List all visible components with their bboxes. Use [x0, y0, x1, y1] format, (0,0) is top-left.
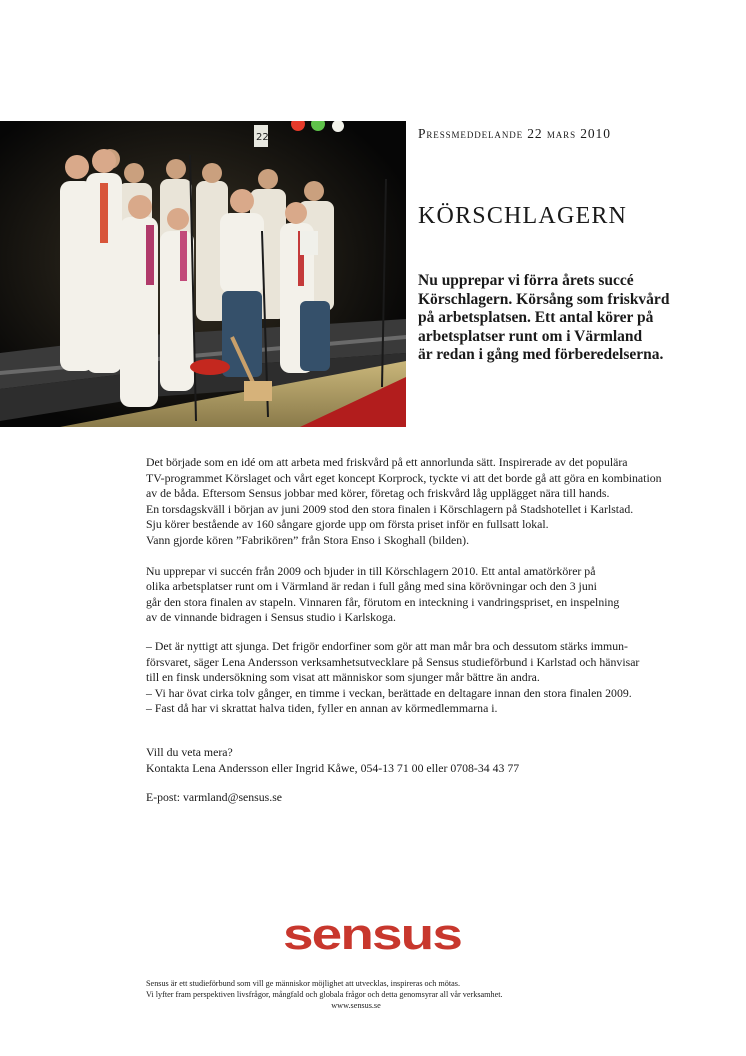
sensus-logo	[282, 913, 462, 957]
logo-wordmark: sensus	[283, 913, 462, 957]
body-line: Vann gjorde kören ”Fabrikören” från Stora Enso i Skoghall (bilden).	[146, 532, 470, 547]
lead-line: arbetsplatser runt om i Värmland	[418, 327, 643, 345]
lead-line: Körschlagern. Körsång som friskvård	[418, 290, 670, 308]
body-line: En torsdagskväll i början av juni 2009 stod den stora finalen i Körschlagern på Stadshotellet i Karlstad.	[146, 501, 634, 516]
body-paragraph-3	[146, 639, 706, 717]
sign-number: 22	[256, 132, 269, 143]
body-line: går den stora finalen av stapeln. Vinnaren får, förutom en inteckning i vandringspriset, en inspelning	[146, 594, 620, 609]
body-line: – Vi har övat cirka tolv gånger, en timme i veckan, berättade en deltagare innan den stora finalen 2009.	[146, 685, 632, 700]
body-line: – Fast då har vi skrattat halva tiden, fyller en annan av körmedlemmarna i.	[146, 701, 498, 716]
lead-paragraph	[418, 272, 728, 365]
lead-line: på arbetsplatsen. Ett antal körer på	[418, 309, 654, 327]
footer-line-1: Sensus är ett studieförbund som vill ge människor möjlighet att utvecklas, inspireras och mötas.	[146, 979, 461, 988]
contact-line: Kontakta Lena Andersson eller Ingrid Kåwe, 054-13 71 00 eller 0708-34 43 77	[146, 760, 520, 775]
body-line: Det började som en idé om att arbeta med friskvård på ett annorlunda sätt. Inspirerade av det populära	[146, 455, 628, 469]
body-line: Nu upprepar vi succén från 2009 och bjuder in till Körschlagern 2010. Ett antal amatörkörer på	[146, 563, 596, 578]
footer	[146, 978, 596, 1011]
page-title: KÖRSCHLAGERN	[418, 203, 628, 229]
contact-question: Vill du veta mera?	[146, 745, 233, 759]
body-line: – Det är nyttigt att sjunga. Det frigör endorfiner som gör att man mår bra och dessutom stärks immun-	[146, 638, 628, 653]
lead-line: är redan i gång med förberedelserna.	[418, 346, 664, 364]
lead-line: Nu upprepar vi förra årets succé	[418, 272, 634, 289]
press-release-date: Pressmeddelande 22 mars 2010	[418, 126, 611, 141]
contact-email: E-post: varmland@sensus.se	[146, 790, 283, 805]
body-paragraph-1	[146, 455, 706, 549]
body-paragraph-2	[146, 564, 706, 626]
body-text	[146, 455, 706, 717]
body-line: Sju körer bestående av 160 sångare gjorde upp om första priset inför en fullsatt lokal.	[146, 517, 549, 532]
choir-photo	[0, 121, 406, 427]
body-line: till en finsk undersökning som visat att människor som sjunger mår bättre än andra.	[146, 670, 540, 685]
footer-line-2: Vi lyfter fram perspektiven livsfrågor, mångfald och globala frågor och detta genomsyrar all vår verksamhet.	[146, 990, 503, 999]
contact-block	[146, 745, 706, 806]
body-line: TV-programmet Körslaget och vårt eget koncept Korprock, tyckte vi att det borde gå att göra en kombination	[146, 470, 662, 485]
footer-url: www.sensus.se	[331, 1001, 381, 1010]
body-line: av de vinnande bidragen i Sensus studio i Karlskoga.	[146, 610, 396, 625]
body-line: olika arbetsplatser runt om i Värmland är redan i full gång med sina körövningar och den 3 juni	[146, 579, 597, 594]
body-line: försvaret, säger Lena Andersson verksamhetsutvecklare på Sensus studieförbund i Karlstad och hänvisar	[146, 654, 640, 669]
body-line: av de båda. Eftersom Sensus jobbar med körer, företag och friskvård låg upplägget nära till hands.	[146, 486, 610, 501]
